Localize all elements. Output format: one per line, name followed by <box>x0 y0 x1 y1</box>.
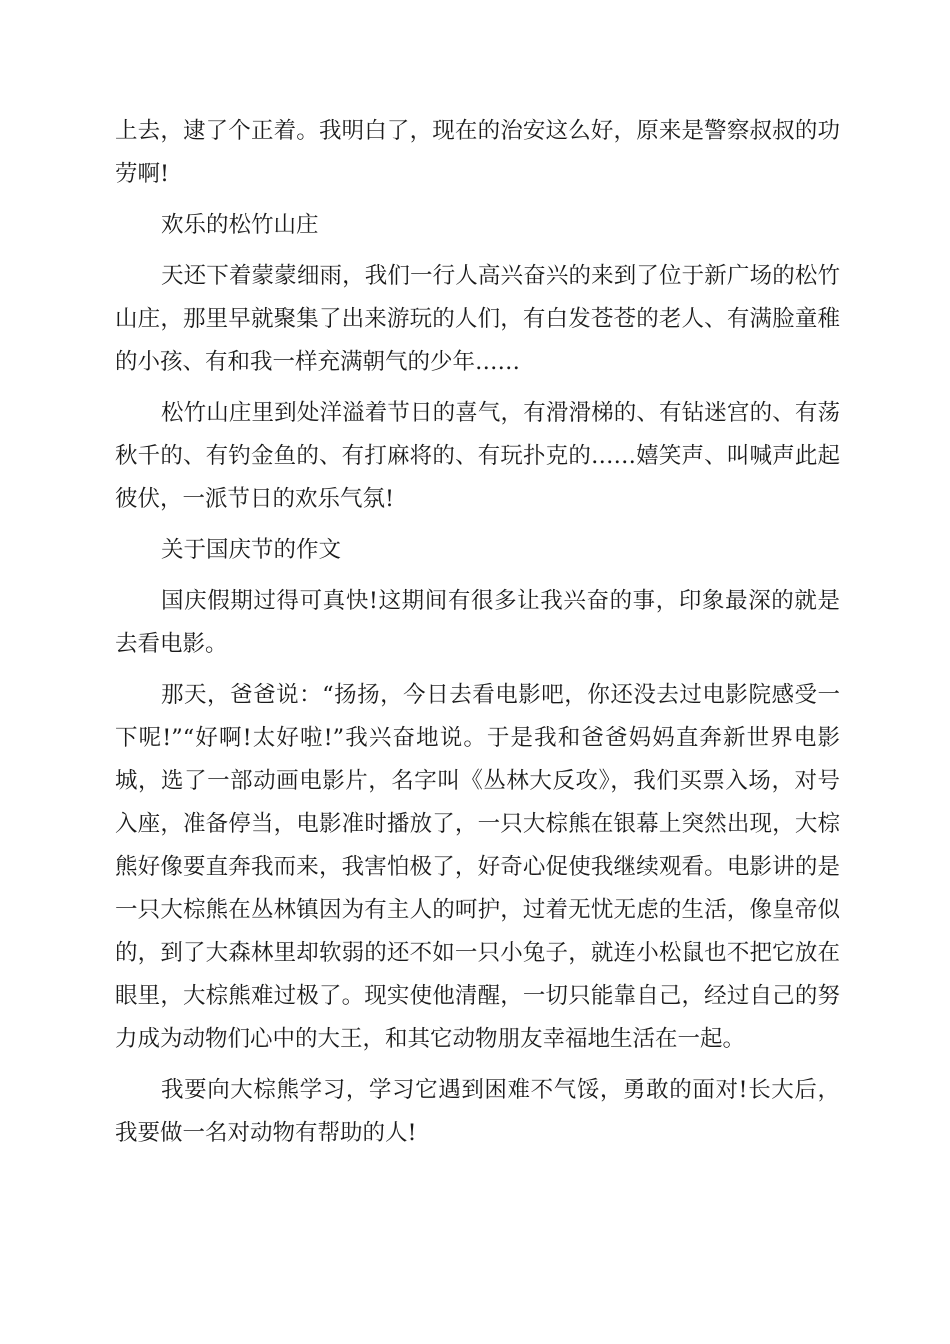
paragraph-5: 那天，爸爸说：“扬扬，今日去看电影吧，你还没去过电影院感受一下呢!”“好啊!太好啦!”我兴奋地说。于是我和爸爸妈妈直奔新世界电影城，选了一部动画电影片，名字叫《丛林大反攻》，我们买票入场，对号入座，准备停当，电影准时播放了，一只大棕熊在银幕上突然出现，大棕熊好像要直奔我而来，我害怕极了，好奇心促使我继续观看。电影讲的是一只大棕熊在丛林镇因为有主人的呵护，过着无忧无虑的生活，像皇帝似的，到了大森林里却软弱的还不如一只小兔子，就连小松鼠也不把它放在眼里，大棕熊难过极了。现实使他清醒，一切只能靠自己，经过自己的努力成为动物们心中的大王，和其它动物朋友幸福地生活在一起。 <box>115 682 840 1052</box>
paragraph-2: 天还下着蒙蒙细雨，我们一行人高兴奋兴的来到了位于新广场的松竹山庄，那里早就聚集了出来游玩的人们，有白发苍苍的老人、有满脸童稚的小孩、有和我一样充满朝气的少年…… <box>115 263 840 375</box>
paragraph-6: 我要向大棕熊学习，学习它遇到困难不气馁，勇敢的面对!长大后，我要做一名对动物有帮助的人! <box>115 1077 840 1146</box>
paragraph-3: 松竹山庄里到处洋溢着节日的喜气，有滑滑梯的、有钻迷宫的、有荡秋千的、有钓金鱼的、有打麻将的、有玩扑克的……嬉笑声、叫喊声此起彼伏，一派节日的欢乐气氛! <box>115 400 840 512</box>
document-body <box>115 110 840 1155</box>
paragraph-1: 上去，逮了个正着。我明白了，现在的治安这么好，原来是警察叔叔的功劳啊! <box>115 118 840 187</box>
paragraph-4: 国庆假期过得可真快!这期间有很多让我兴奋的事，印象最深的就是去看电影。 <box>115 588 840 657</box>
section-heading-songzhu: 欢乐的松竹山庄 <box>161 212 319 238</box>
section-heading-national-day: 关于国庆节的作文 <box>161 537 342 563</box>
